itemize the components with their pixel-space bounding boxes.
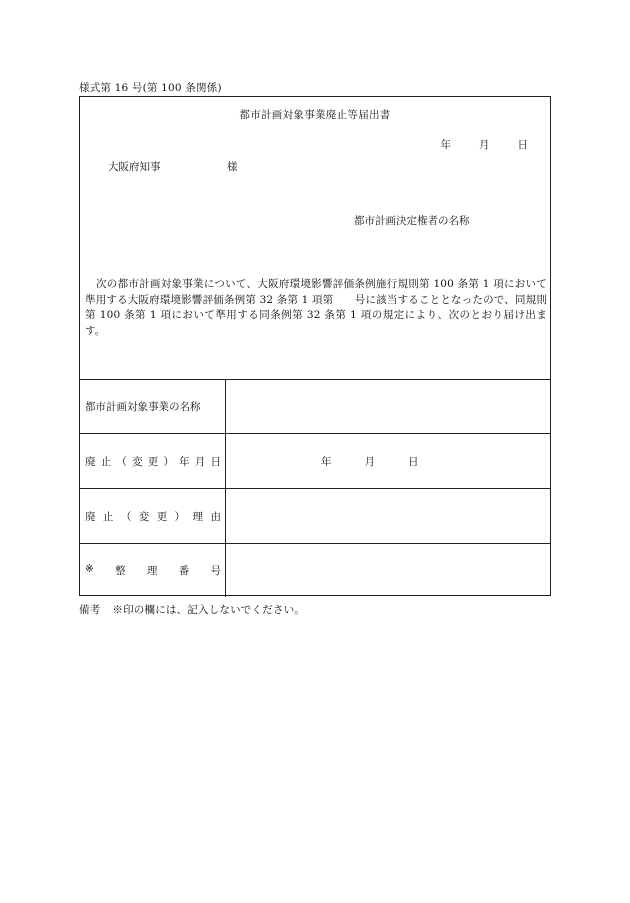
day-label: 日 xyxy=(408,455,419,468)
project-name-label-cell xyxy=(80,380,226,433)
label-char: ） xyxy=(174,510,186,523)
year-label: 年 xyxy=(321,455,332,468)
label-char: 番 xyxy=(178,565,190,577)
label-char: 月 xyxy=(194,455,206,468)
label-char: ） xyxy=(163,455,174,468)
label-char: 日 xyxy=(210,455,221,468)
table-row xyxy=(80,543,550,597)
day-label: 日 xyxy=(517,139,528,151)
month-label: 月 xyxy=(479,139,490,151)
label-char: 年 xyxy=(179,455,190,468)
form-reference: 様式第 16 号(第 100 条関係) xyxy=(79,82,222,94)
addressee-name: 大阪府知事 xyxy=(108,161,161,173)
notification-header-section xyxy=(80,97,550,379)
document-title: 都市計画対象事業廃止等届出書 xyxy=(239,109,391,121)
table-row xyxy=(80,379,550,433)
abolition-reason-label-cell xyxy=(80,489,226,543)
abolition-date-units xyxy=(321,454,419,469)
label-char: 廃 xyxy=(85,455,96,468)
submission-date xyxy=(441,137,529,152)
reference-number-field xyxy=(226,544,550,597)
abolition-date-label-cell xyxy=(80,434,226,488)
label-char: 理 xyxy=(146,565,158,577)
label-char: 更 xyxy=(147,455,159,468)
addressee-honorific: 様 xyxy=(227,161,238,173)
reference-number-label-cell xyxy=(80,544,226,597)
label-char: 止 xyxy=(100,455,112,468)
label-char: （ xyxy=(120,510,132,523)
remarks-prefix: 備考 xyxy=(79,604,101,616)
remarks-text: ※印の欄には、記入しないでください。 xyxy=(112,604,306,616)
abolition-reason-label xyxy=(85,509,221,524)
details-table xyxy=(80,379,550,597)
reference-number-label xyxy=(85,563,221,578)
project-name-label: 都市計画対象事業の名称 xyxy=(85,401,201,413)
abolition-date-label xyxy=(85,454,221,469)
label-char: 変 xyxy=(132,455,143,468)
abolition-date-field[interactable] xyxy=(226,434,550,488)
label-char: 整 xyxy=(115,565,126,577)
label-char: 廃 xyxy=(85,510,96,523)
label-char: 理 xyxy=(192,510,204,523)
form-frame xyxy=(79,96,551,596)
remarks-note xyxy=(79,602,305,617)
table-row xyxy=(80,488,550,543)
year-label: 年 xyxy=(440,139,451,151)
abolition-reason-field[interactable] xyxy=(226,489,550,543)
project-name-field[interactable] xyxy=(226,380,550,433)
applicant-name-label: 都市計画決定権者の名称 xyxy=(354,215,470,227)
label-char: （ xyxy=(116,455,127,468)
label-char: 変 xyxy=(138,510,150,523)
label-char: 号 xyxy=(210,565,221,577)
label-char: 由 xyxy=(210,510,221,523)
label-char: 止 xyxy=(102,510,114,523)
label-char: ※ xyxy=(85,563,94,575)
month-label: 月 xyxy=(364,455,375,468)
label-char: 更 xyxy=(156,510,168,523)
notification-body-text: 次の都市計画対象事業について、大阪府環境影響評価条例施行規則第 100 条第 1 項において準用する大阪府環境影響評価条例第 32 条第 1 項第 号に該当することとなったので、同規則第 100 条第 1 項において準用する同条例第 32 条第 1 項の規定により、次のとおり届け出ます。 xyxy=(85,278,547,337)
table-row xyxy=(80,433,550,488)
